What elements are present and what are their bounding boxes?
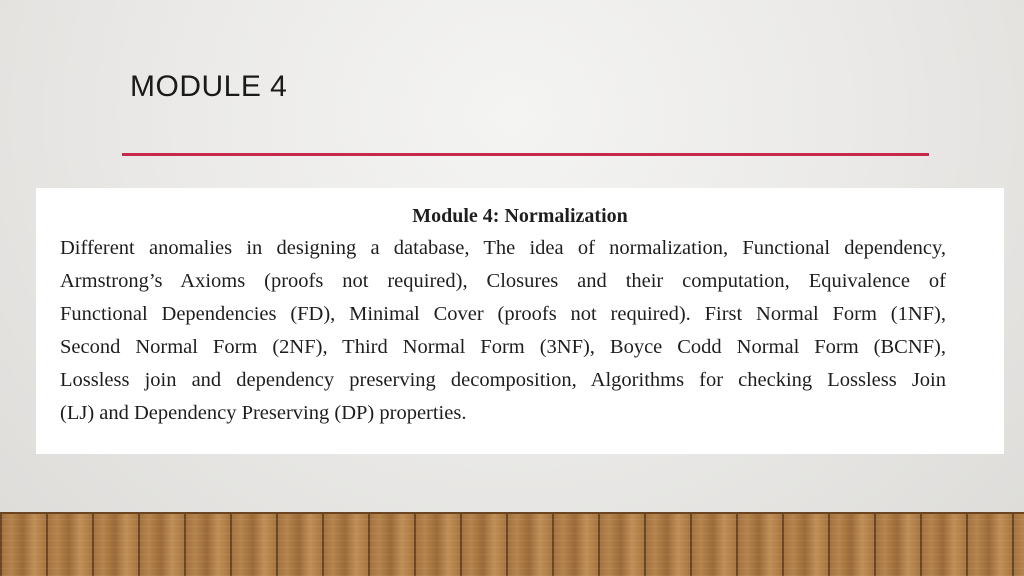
- syllabus-line: Functional Dependencies (FD), Minimal Cover (proofs not required). First Normal Form (1NF),: [60, 303, 946, 325]
- wood-floor-decoration: [0, 512, 1024, 576]
- slide-title: MODULE 4: [130, 70, 288, 103]
- syllabus-line: Different anomalies in designing a database, The idea of normalization, Functional dependency,: [60, 237, 946, 259]
- module-heading: Module 4: Normalization: [412, 205, 628, 227]
- syllabus-line: (LJ) and Dependency Preserving (DP) properties.: [60, 402, 467, 424]
- syllabus-image: [36, 188, 1004, 454]
- title-divider: [122, 153, 929, 156]
- syllabus-line: Armstrong’s Axioms (proofs not required), Closures and their computation, Equivalence of: [60, 270, 946, 292]
- syllabus-line: Lossless join and dependency preserving decomposition, Algorithms for checking Lossless Join: [60, 369, 946, 391]
- syllabus-line: Second Normal Form (2NF), Third Normal Form (3NF), Boyce Codd Normal Form (BCNF),: [60, 336, 946, 358]
